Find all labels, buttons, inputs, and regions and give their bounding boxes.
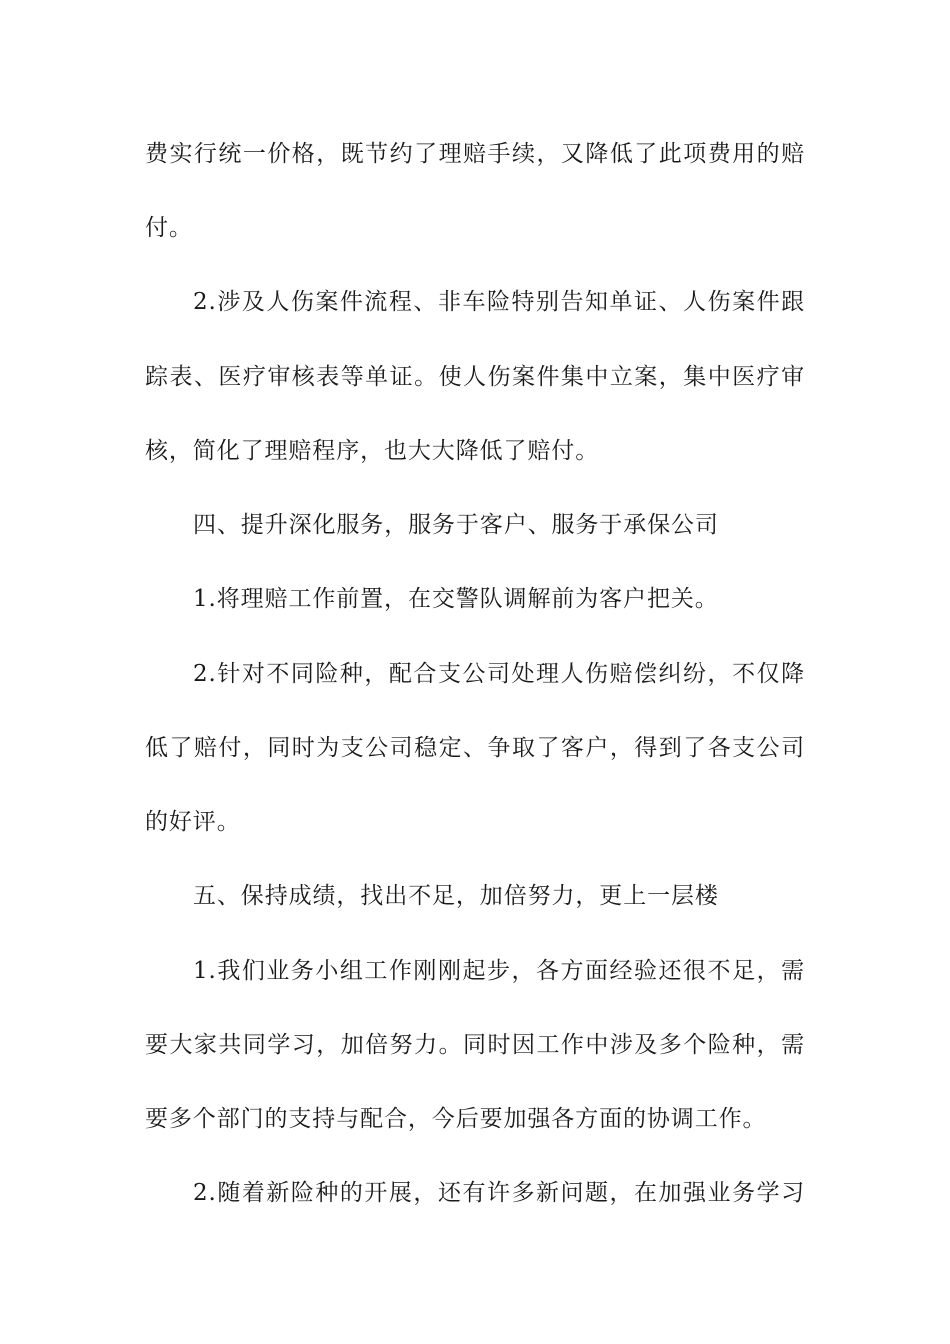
paragraph-line: 2.针对不同险种，配合支公司处理人伤赔偿纠纷，不仅降 <box>193 661 805 687</box>
section-heading: 五、保持成绩，找出不足，加倍努力，更上一层楼 <box>193 883 719 909</box>
paragraph-line: 要多个部门的支持与配合，今后要加强各方面的协调工作。 <box>145 1106 767 1132</box>
paragraph-line: 低了赔付，同时为支公司稳定、争取了客户，得到了各支公司 <box>145 735 805 761</box>
section-heading: 四、提升深化服务，服务于客户、服务于承保公司 <box>193 512 719 538</box>
paragraph-line: 1.我们业务小组工作刚刚起步，各方面经验还很不足，需 <box>193 958 805 984</box>
paragraph-line: 核，简化了理赔程序，也大大降低了赔付。 <box>145 438 600 464</box>
paragraph-line: 的好评。 <box>145 809 241 835</box>
paragraph-line: 1.将理赔工作前置，在交警队调解前为客户把关。 <box>193 586 719 612</box>
paragraph-line: 2.随着新险种的开展，还有许多新问题，在加强业务学习 <box>193 1180 805 1206</box>
paragraph-line: 2.涉及人伤案件流程、非车险特别告知单证、人伤案件跟 <box>193 289 805 315</box>
paragraph-line: 付。 <box>145 215 193 241</box>
paragraph-line: 踪表、医疗审核表等单证。使人伤案件集中立案，集中医疗审 <box>145 364 805 390</box>
paragraph-line: 费实行统一价格，既节约了理赔手续，又降低了此项费用的赔 <box>145 141 805 167</box>
paragraph-line: 要大家共同学习，加倍努力。同时因工作中涉及多个险种，需 <box>145 1032 805 1058</box>
